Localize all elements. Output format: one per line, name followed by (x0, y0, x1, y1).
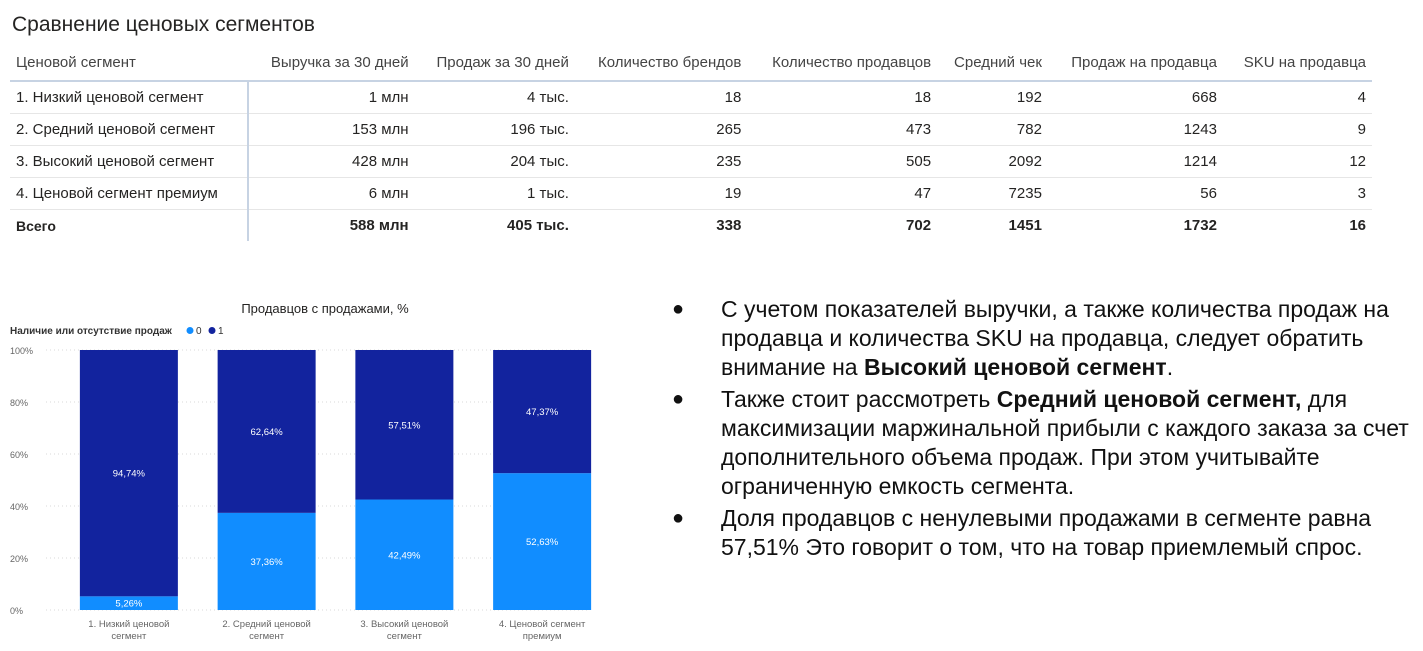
table-cell: 9 (1223, 114, 1372, 146)
x-tick-label: 4. Ценовой сегмент (498, 619, 586, 630)
table-cell: 12 (1223, 146, 1372, 178)
table-cell: 6 млн (248, 178, 414, 210)
highlighted-text: Средний ценовой сегмент, (996, 386, 1302, 412)
table-cell: 56 (1048, 178, 1223, 210)
column-header[interactable]: Ценовой сегмент (10, 44, 248, 81)
conclusion-item (668, 295, 1413, 382)
conclusion-item (668, 385, 1413, 501)
segments-table (10, 44, 1372, 241)
data-label: 37,36% (250, 556, 283, 568)
table-cell: 702 (906, 217, 932, 234)
row-label: 3. Высокий ценовой сегмент (10, 146, 248, 178)
legend-marker-1 (209, 327, 216, 334)
y-tick-label: 80% (10, 398, 29, 408)
x-tick-label: сегмент (386, 631, 422, 642)
y-tick-label: 40% (10, 502, 29, 512)
data-label: 5,26% (115, 598, 143, 610)
table-cell: 1214 (1048, 146, 1223, 178)
data-label: 62,64% (250, 426, 283, 438)
conclusion-item (668, 504, 1413, 562)
table-cell: 473 (747, 114, 937, 146)
data-label: 42,49% (388, 550, 421, 562)
table-cell: 18 (575, 81, 747, 114)
legend-label-1: 1 (218, 326, 224, 337)
table-cell: 265 (575, 114, 747, 146)
chart-title: Продавцов с продажами, % (241, 301, 409, 316)
x-tick-label: сегмент (111, 631, 147, 642)
bullet-dot-icon: ● (672, 507, 685, 529)
row-label: 1. Низкий ценовой сегмент (10, 81, 248, 114)
table-cell: 4 тыс. (415, 81, 575, 114)
legend-title: Наличие или отсутствие продаж (10, 326, 172, 337)
table-cell: 405 тыс. (507, 217, 569, 234)
table-cell: 338 (716, 217, 742, 234)
y-tick-label: 20% (10, 554, 29, 564)
table-cell: 153 млн (248, 114, 414, 146)
legend-marker-0 (187, 327, 194, 334)
legend-label-0: 0 (196, 326, 202, 337)
table-cell: 668 (1048, 81, 1223, 114)
x-tick-label: 2. Средний ценовой (222, 619, 311, 630)
row-label: 4. Ценовой сегмент премиум (10, 178, 248, 210)
bullet-dot-icon: ● (672, 388, 685, 410)
table-cell: 4 (1223, 81, 1372, 114)
column-header[interactable]: Продаж за 30 дней (415, 44, 575, 81)
table-cell: 192 (937, 81, 1048, 114)
x-tick-label: 1. Низкий ценовой (88, 619, 170, 630)
row-label: 2. Средний ценовой сегмент (10, 114, 248, 146)
table-cell: 1 тыс. (415, 178, 575, 210)
conclusion-text: Доля продавцов с ненулевыми продажами в сегменте равна 57,51% Это говорит о том, что на товар приемлемый спрос. (721, 505, 1372, 560)
table-cell: 782 (937, 114, 1048, 146)
table-cell: 47 (747, 178, 937, 210)
column-header[interactable]: Продаж на продавца (1048, 44, 1223, 81)
table-cell: 1451 (1008, 217, 1042, 234)
table-cell: 7235 (937, 178, 1048, 210)
conclusion-text: . (1166, 354, 1174, 380)
conclusion-text: С учетом показателей выручки, а также количества продаж на продавца и количества SKU на продавца, следует обратить внимание на (721, 296, 1389, 380)
x-tick-label: 3. Высокий ценовой (360, 619, 449, 630)
table-total-row (10, 210, 1372, 242)
column-header[interactable]: Количество продавцов (747, 44, 937, 81)
bullet-dot-icon: ● (672, 298, 685, 320)
column-header[interactable]: Количество брендов (575, 44, 747, 81)
table-cell: 2092 (937, 146, 1048, 178)
table-cell: 16 (1349, 217, 1366, 234)
y-tick-label: 100% (10, 346, 34, 356)
data-label: 52,63% (526, 537, 559, 549)
conclusions-list (668, 295, 1413, 565)
table-cell: 1 млн (248, 81, 414, 114)
table-row (10, 146, 1372, 178)
sellers-with-sales-chart (0, 290, 600, 651)
highlighted-text: Высокий ценовой сегмент (864, 354, 1167, 380)
column-header[interactable]: Средний чек (937, 44, 1048, 81)
x-tick-label: премиум (522, 631, 562, 642)
table-title: Сравнение ценовых сегментов (12, 13, 315, 36)
data-label: 94,74% (112, 468, 145, 480)
table-cell: 18 (747, 81, 937, 114)
table-row (10, 178, 1372, 210)
y-tick-label: 60% (10, 450, 29, 460)
table-row (10, 81, 1372, 114)
table-cell: 1732 (1183, 217, 1217, 234)
x-tick-label: сегмент (249, 631, 285, 642)
conclusion-text: Также стоит рассмотреть (721, 386, 997, 412)
conclusion-text: для максимизации маржинальной прибыли с каждого заказа за счет дополнительного объема продаж. При этом учитывайте ограниченную емкость сегмента. (721, 386, 1409, 499)
row-label: Всего (10, 210, 248, 242)
table-header-row (10, 44, 1372, 81)
table-cell: 3 (1223, 178, 1372, 210)
table-cell: 505 (747, 146, 937, 178)
table-cell: 428 млн (248, 146, 414, 178)
table-cell: 196 тыс. (415, 114, 575, 146)
table-cell: 19 (575, 178, 747, 210)
table-body (10, 81, 1372, 241)
table-cell: 235 (575, 146, 747, 178)
data-label: 47,37% (526, 407, 559, 419)
table-cell: 204 тыс. (415, 146, 575, 178)
table-row (10, 114, 1372, 146)
table-cell: 588 млн (349, 217, 409, 234)
y-tick-label: 0% (10, 606, 24, 616)
table-cell: 1243 (1048, 114, 1223, 146)
column-header[interactable]: SKU на продавца (1223, 44, 1372, 81)
data-label: 57,51% (388, 420, 421, 432)
column-header[interactable]: Выручка за 30 дней (248, 44, 414, 81)
